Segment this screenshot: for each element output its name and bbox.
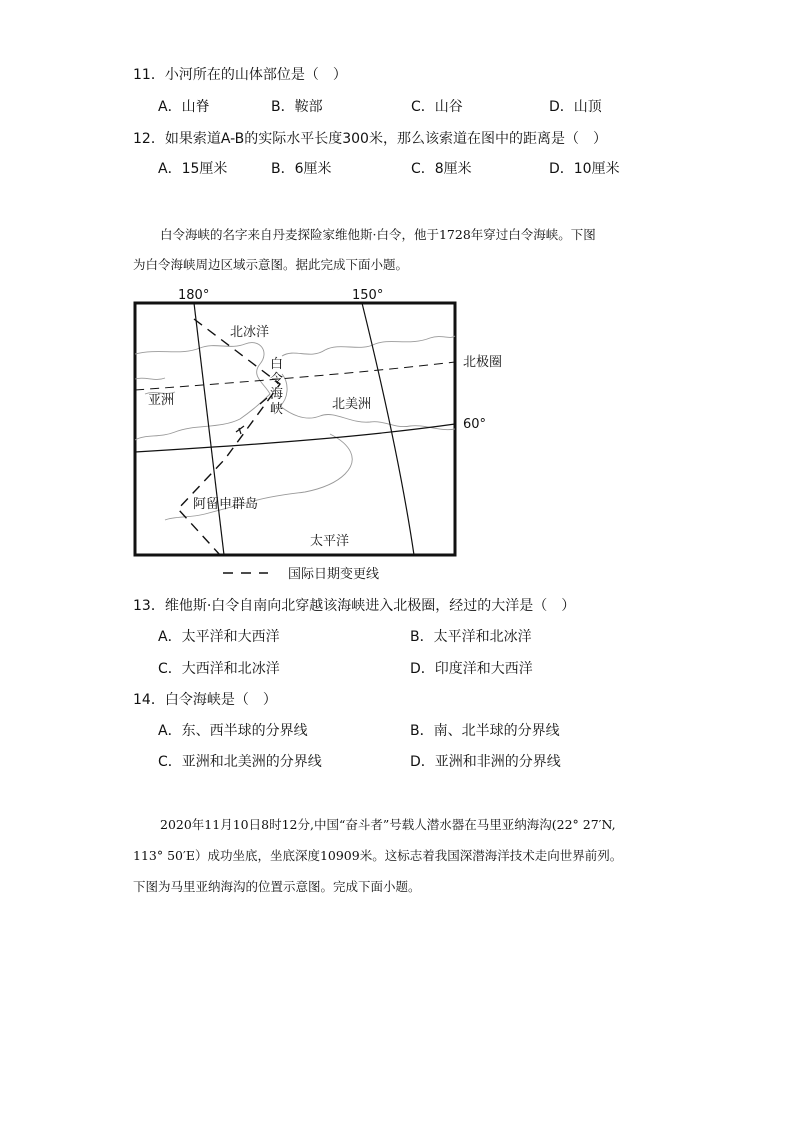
label-pacific: 太平洋 bbox=[310, 534, 350, 549]
label-60: 60° bbox=[463, 417, 487, 432]
label-bering-4: 峡 bbox=[270, 402, 284, 417]
q13-option-b: B．太平洋和北冰洋 bbox=[410, 629, 532, 645]
q12-option-d: D．10厘米 bbox=[549, 161, 620, 177]
q14-option-a: A．东、西半球的分界线 bbox=[158, 723, 308, 739]
label-bering-2: 令 bbox=[270, 372, 284, 387]
parallel-60 bbox=[135, 424, 455, 452]
label-arctic-circle: 北极圈 bbox=[463, 355, 503, 370]
label-north-america: 北美洲 bbox=[332, 397, 372, 412]
passage2-line1: 2020年11月10日8时12分,中国“奋斗者”号载人潜水器在马里亚纳海沟(22° 27′N, bbox=[160, 817, 616, 832]
passage1-line2: 为白令海峡周边区域示意图。据此完成下面小题。 bbox=[133, 257, 409, 272]
q14-stem: 14．白令海峡是（ ） bbox=[133, 692, 277, 708]
q11-option-c: C．山谷 bbox=[411, 99, 463, 115]
q14-option-d: D．亚洲和非洲的分界线 bbox=[410, 754, 561, 770]
label-bering-1: 白 bbox=[270, 357, 284, 372]
strait-markers bbox=[236, 398, 267, 434]
q11-stem: 11．小河所在的山体部位是（ ） bbox=[133, 67, 347, 83]
passage1-line1: 白令海峡的名字来自丹麦探险家维他斯·白令，他于1728年穿过白令海峡。下图 bbox=[160, 227, 596, 242]
bering-strait-map bbox=[120, 284, 540, 584]
label-arctic-ocean: 北冰洋 bbox=[230, 325, 270, 340]
passage2-line3: 下图为马里亚纳海沟的位置示意图。完成下面小题。 bbox=[133, 879, 421, 894]
q12-option-a: A．15厘米 bbox=[158, 161, 228, 177]
q13-stem: 13．维他斯·白令自南向北穿越该海峡进入北极圈，经过的大洋是（ ） bbox=[133, 598, 576, 614]
label-aleutian: 阿留申群岛 bbox=[193, 497, 259, 512]
q13-option-a: A．太平洋和大西洋 bbox=[158, 629, 280, 645]
q12-option-c: C．8厘米 bbox=[411, 161, 472, 177]
arctic-circle-line bbox=[135, 362, 455, 390]
q14-option-b: B．南、北半球的分界线 bbox=[410, 723, 560, 739]
label-180: 180° bbox=[178, 288, 210, 303]
q12-stem: 12．如果索道A-B的实际水平长度300米，那么该索道在图中的距离是（ ） bbox=[133, 131, 607, 147]
q14-option-c: C．亚洲和北美洲的分界线 bbox=[158, 754, 322, 770]
q13-option-d: D．印度洋和大西洋 bbox=[410, 661, 533, 677]
q13-option-c: C．大西洋和北冰洋 bbox=[158, 661, 280, 677]
label-bering-3: 海 bbox=[270, 387, 284, 402]
date-line bbox=[178, 319, 280, 555]
legend-date-line-label: 国际日期变更线 bbox=[288, 567, 380, 582]
coastlines bbox=[135, 336, 455, 520]
label-150: 150° bbox=[352, 288, 384, 303]
meridian-150 bbox=[362, 303, 414, 555]
meridian-180 bbox=[194, 303, 224, 555]
label-asia: 亚洲 bbox=[148, 393, 175, 408]
q11-option-a: A．山脊 bbox=[158, 99, 210, 115]
q11-option-d: D．山顶 bbox=[549, 99, 602, 115]
q11-option-b: B．鞍部 bbox=[271, 99, 323, 115]
passage2-line2: 113° 50′E）成功坐底，坐底深度10909米。这标志着我国深潜海洋技术走向世界前列。 bbox=[133, 848, 623, 863]
q12-option-b: B．6厘米 bbox=[271, 161, 332, 177]
